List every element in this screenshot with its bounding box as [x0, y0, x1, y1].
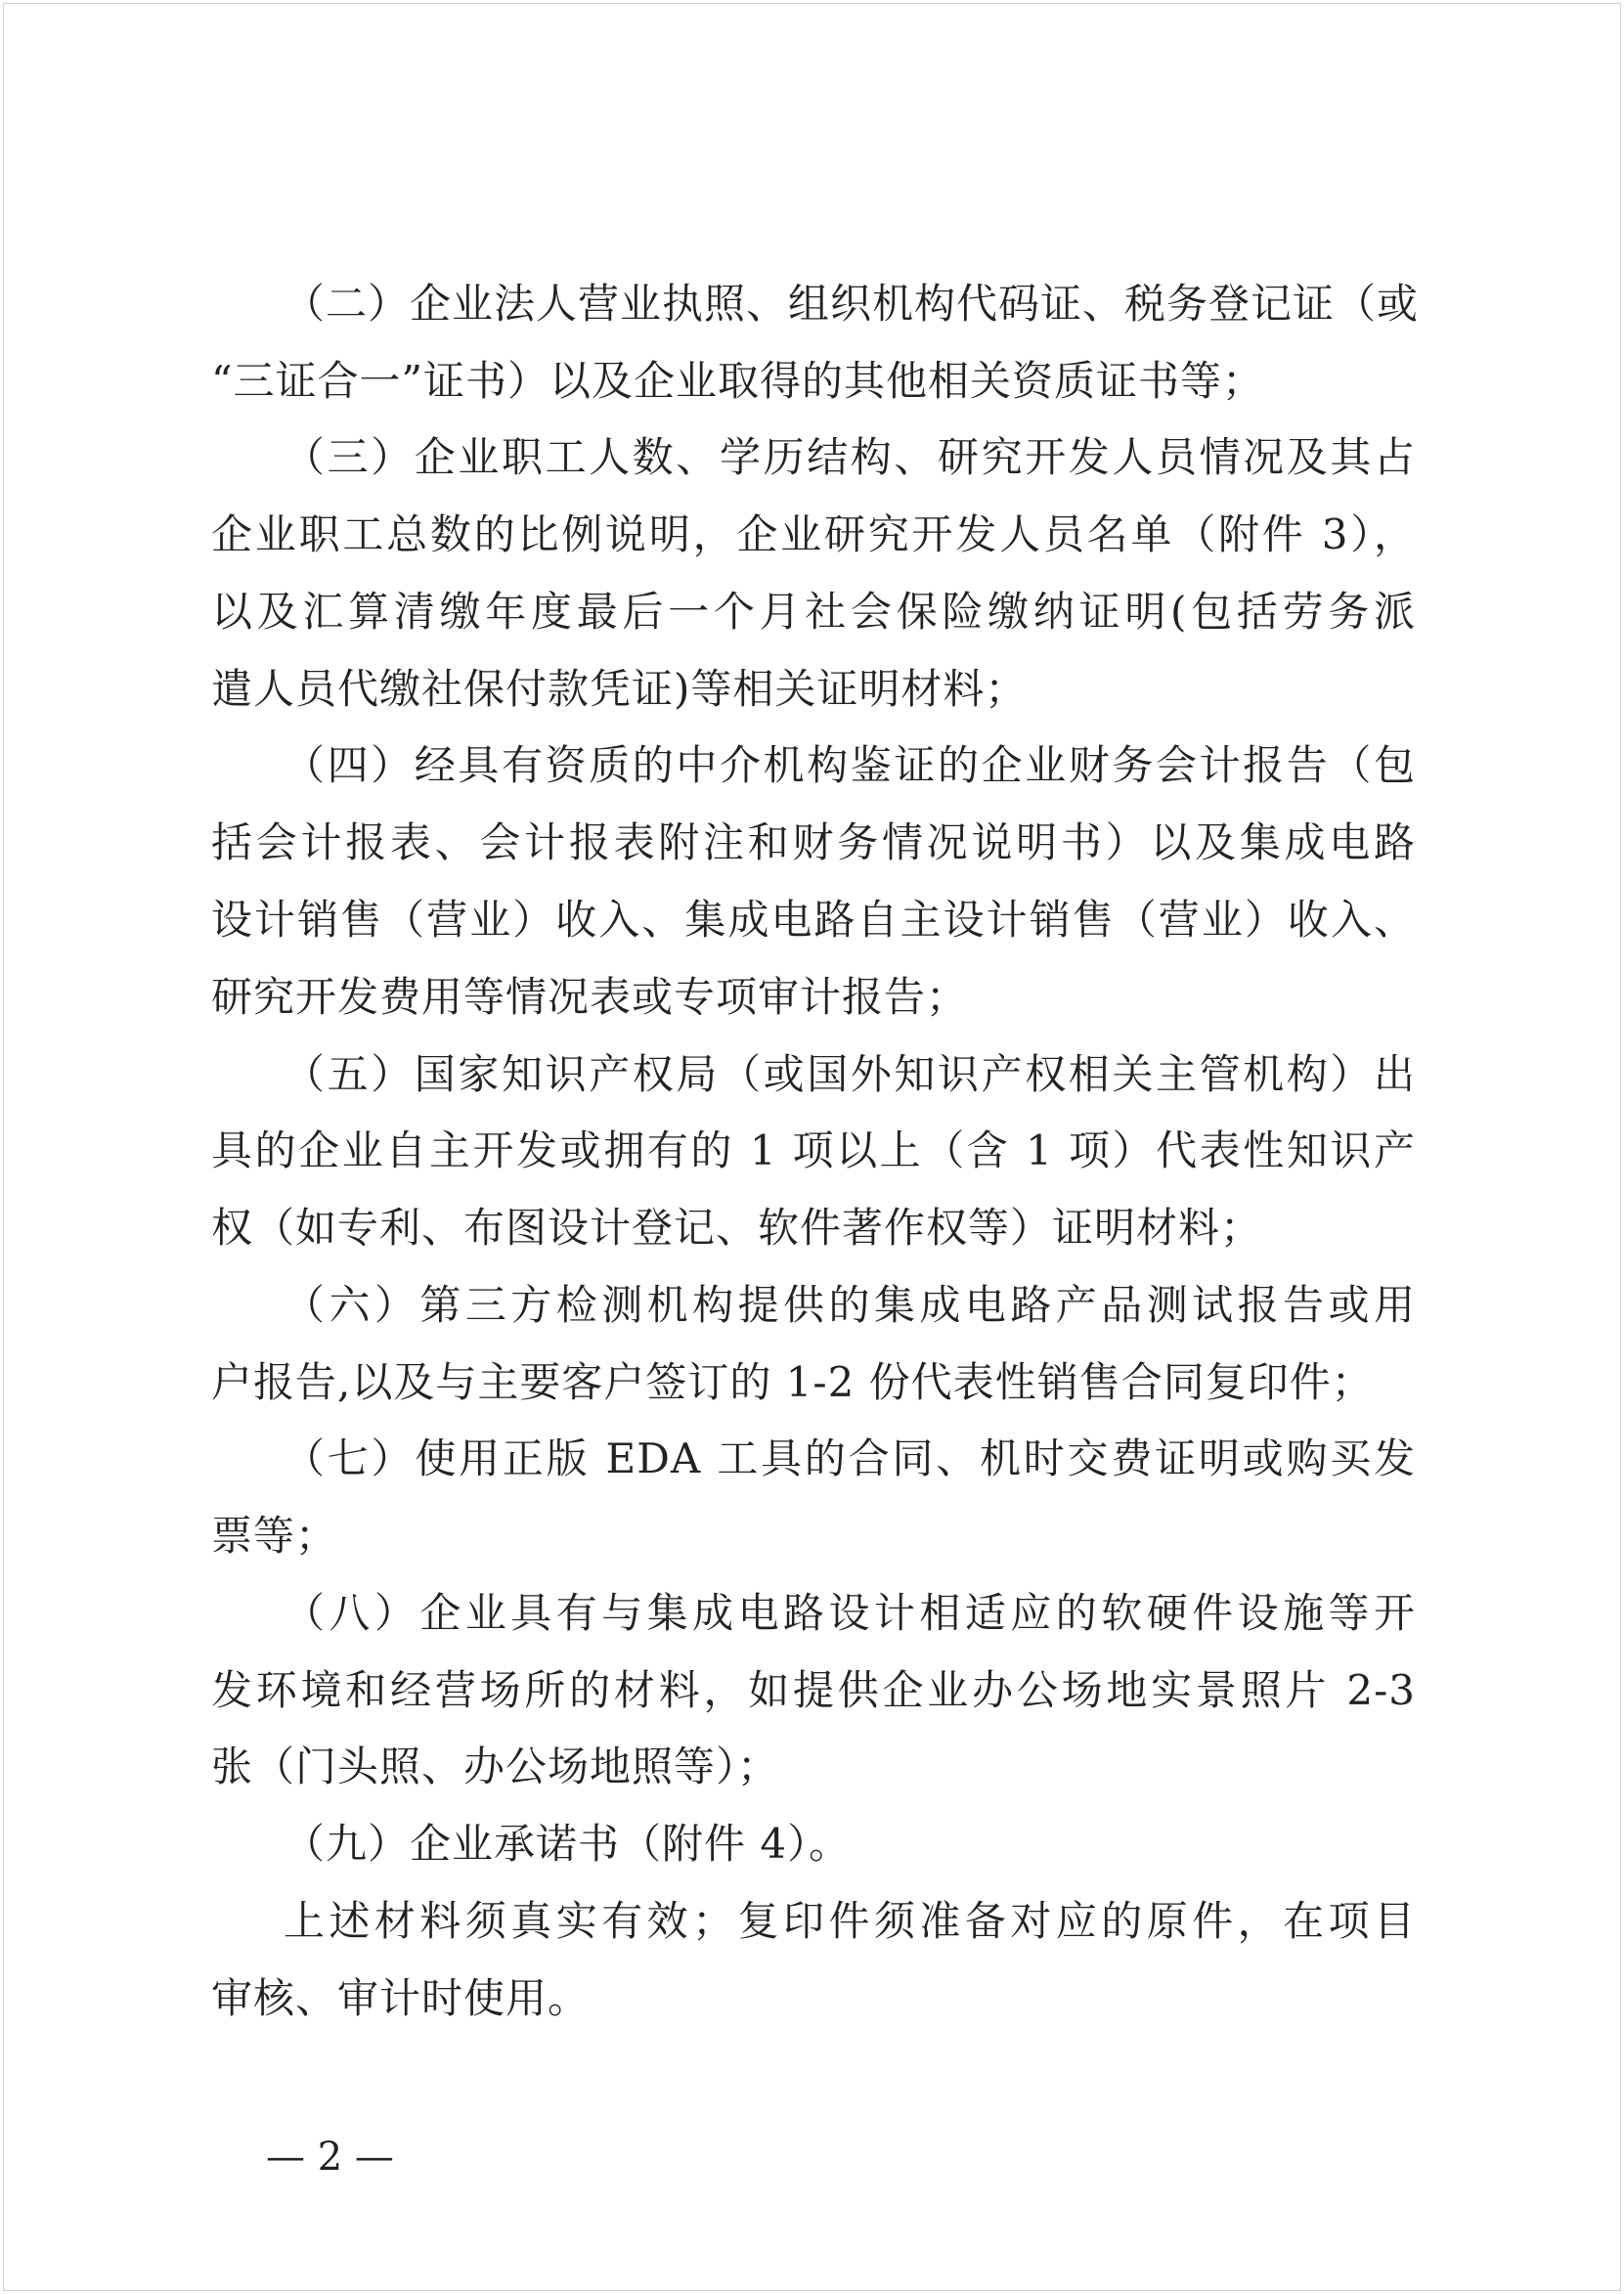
- text-line: 企业职工总数的比例说明，企业研究开发人员名单（附件 3），: [211, 510, 1416, 558]
- text-line: （八）企业具有与集成电路设计相适应的软硬件设施等开: [284, 1589, 1416, 1637]
- text-line: 上述材料须真实有效；复印件须准备对应的原件，在项目: [284, 1897, 1416, 1945]
- text-line: 审核、审计时使用。: [211, 1974, 591, 2022]
- text-line: （四）经具有资质的中介机构鉴证的企业财务会计报告（包: [284, 741, 1416, 789]
- text-line: 张（门头照、办公场地照等）；: [211, 1743, 780, 1790]
- text-line: （六）第三方检测机构提供的集成电路产品测试报告或用: [284, 1281, 1416, 1329]
- text-line: （三）企业职工人数、学历结构、研究开发人员情况及其占: [284, 433, 1416, 481]
- text-line: 以及汇算清缴年度最后一个月社会保险缴纳证明(包括劳务派: [211, 588, 1416, 636]
- page-number: — 2 —: [266, 2135, 394, 2180]
- text-line: （二）企业法人营业执照、组织机构代码证、税务登记证（或: [284, 280, 1420, 328]
- text-line: 权（如专利、布图设计登记、软件著作权等）证明材料；: [211, 1204, 1263, 1252]
- text-line: （五）国家知识产权局（或国外知识产权相关主管机构）出: [284, 1050, 1416, 1098]
- text-line: “三证合一”证书）以及企业取得的其他相关资质证书等；: [211, 357, 1264, 405]
- text-line: 设计销售（营业）收入、集成电路自主设计销售（营业）收入、: [211, 896, 1416, 944]
- text-line: 具的企业自主开发或拥有的 1 项以上（含 1 项）代表性知识产: [211, 1126, 1416, 1174]
- text-line: 发环境和经营场所的材料，如提供企业办公场地实景照片 2-3: [211, 1666, 1416, 1714]
- text-line: 遣人员代缴社保付款凭证)等相关证明材料；: [211, 665, 1028, 713]
- text-line: 户报告,以及与主要客户签订的 1-2 份代表性销售合同复印件；: [211, 1358, 1374, 1406]
- text-line: 票等；: [211, 1512, 338, 1560]
- text-line: 括会计报表、会计报表附注和财务情况说明书）以及集成电路: [211, 818, 1416, 866]
- text-line: 研究开发费用等情况表或专项审计报告；: [211, 973, 969, 1021]
- text-line: （七）使用正版 EDA 工具的合同、机时交费证明或购买发: [284, 1434, 1416, 1482]
- text-line: （九）企业承诺书（附件 4）。: [284, 1820, 852, 1868]
